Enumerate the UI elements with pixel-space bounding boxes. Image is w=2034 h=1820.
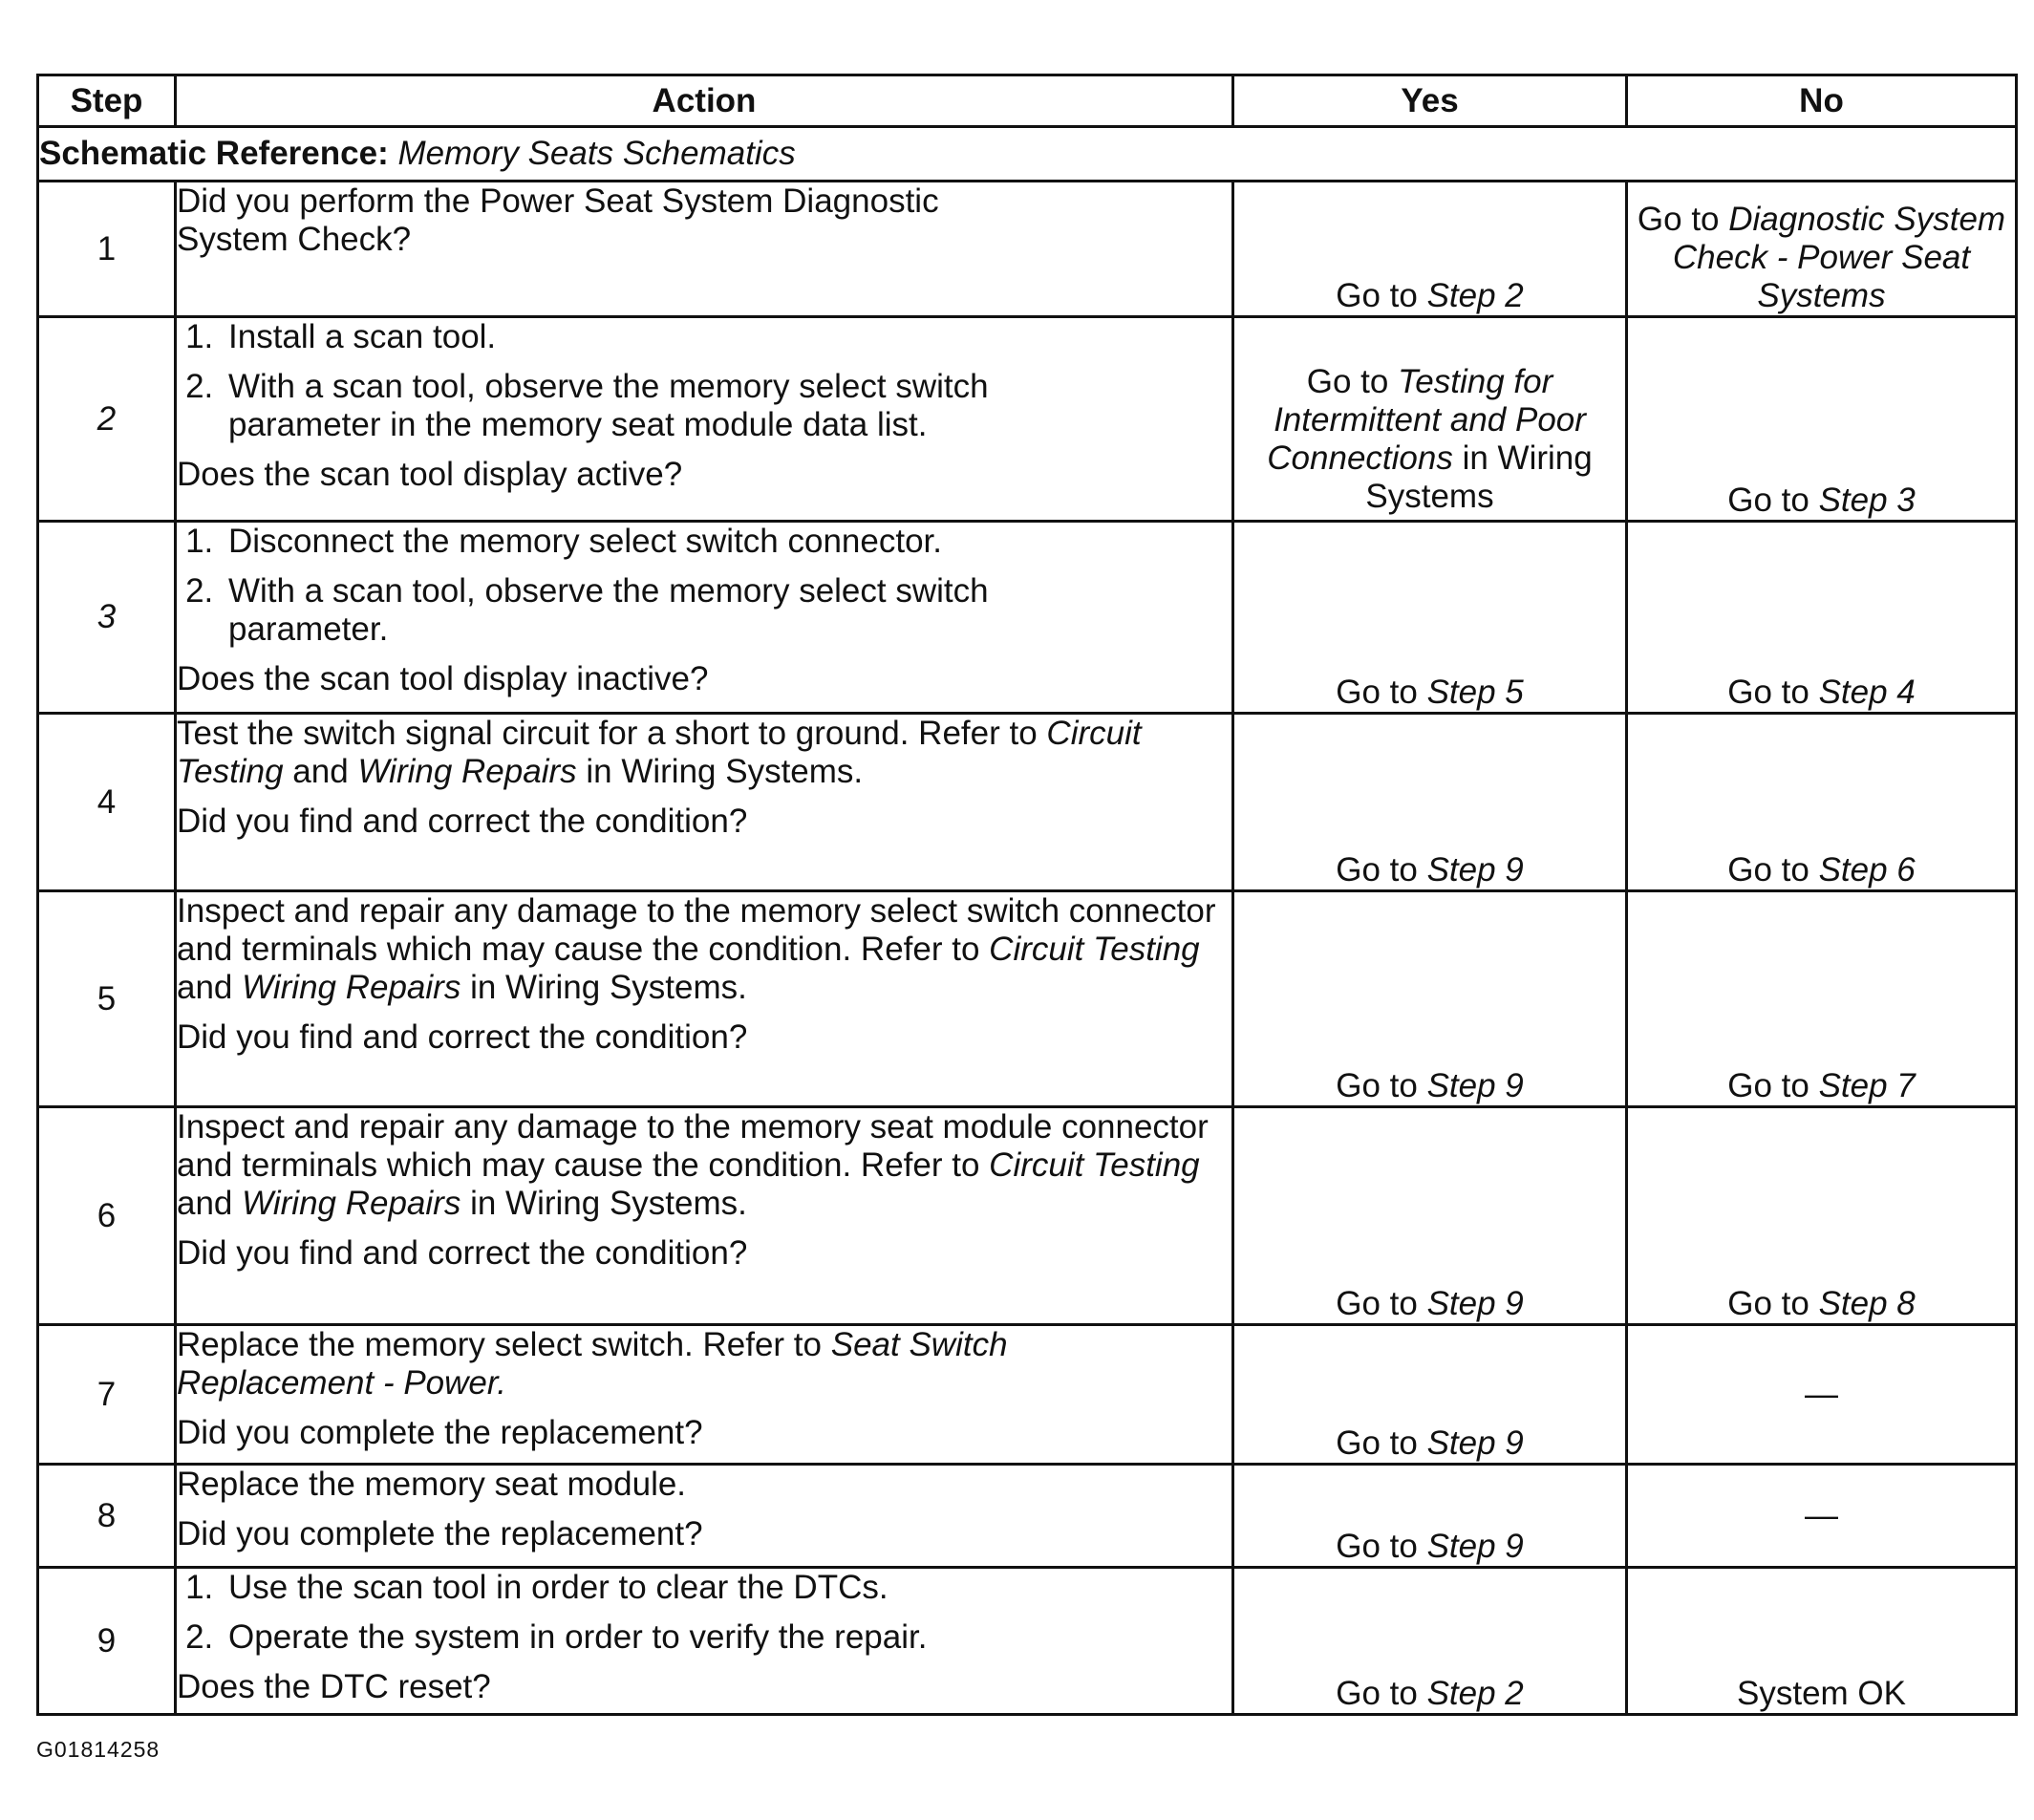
action-step-item: 1. Disconnect the memory select switch connector. <box>223 523 1231 561</box>
yes-cell <box>1233 1325 1627 1465</box>
action-steps <box>177 318 1231 444</box>
action-text-part: Inspect and repair any damage to the memory select switch connector and terminals which may cause the condition. Refer to <box>177 892 1216 968</box>
action-cell <box>176 317 1233 522</box>
action-step-item: 2. Operate the system in order to verify the repair. <box>223 1618 1231 1657</box>
yes-cell <box>1233 1107 1627 1325</box>
action-steps <box>177 523 1231 649</box>
yes-prefix: Go to <box>1336 1528 1418 1565</box>
schematic-link[interactable]: Memory Seats Schematics <box>397 135 796 172</box>
action-cell <box>176 182 1233 317</box>
action-step-item: 1. Install a scan tool. <box>223 318 1231 356</box>
yes-cell <box>1233 1465 1627 1568</box>
yes-link[interactable]: Step 9 <box>1426 1528 1524 1565</box>
step-number: 4 <box>38 714 176 891</box>
no-cell <box>1627 317 2017 522</box>
no-cell <box>1627 1107 2017 1325</box>
schematic-row <box>38 127 2017 182</box>
no-cell <box>1627 891 2017 1107</box>
table-row <box>38 1107 2017 1325</box>
action-cell <box>176 522 1233 714</box>
step-number: 5 <box>38 891 176 1107</box>
step-number: 9 <box>38 1568 176 1715</box>
action-text-part: Replace the memory select switch. Refer to <box>177 1326 822 1363</box>
action-text: Replace the memory seat module. <box>177 1466 687 1503</box>
header-no: No <box>1627 75 2017 127</box>
diagnostic-table <box>36 74 2018 1716</box>
no-cell <box>1627 182 2017 317</box>
yes-link[interactable]: Step 5 <box>1426 674 1524 711</box>
action-text <box>177 715 1231 791</box>
schematic-reference <box>38 127 2017 182</box>
action-question: Did you find and correct the condition? <box>177 803 748 840</box>
yes-cell <box>1233 522 1627 714</box>
no-prefix: Go to <box>1727 1285 1809 1322</box>
yes-link[interactable]: Step 9 <box>1426 851 1524 889</box>
no-prefix: Go to <box>1727 674 1809 711</box>
yes-prefix: Go to <box>1336 1067 1418 1104</box>
table-row <box>38 714 2017 891</box>
schematic-label: Schematic Reference: <box>39 135 389 172</box>
action-cell <box>176 1325 1233 1465</box>
no-link[interactable]: Step 8 <box>1818 1285 1916 1322</box>
action-question: Did you complete the replacement? <box>177 1414 703 1451</box>
action-cell <box>176 1568 1233 1715</box>
yes-cell <box>1233 714 1627 891</box>
step-number: 6 <box>38 1107 176 1325</box>
step-number: 2 <box>38 317 176 522</box>
circuit-testing-link[interactable]: Circuit Testing <box>177 715 1142 790</box>
wiring-repairs-link[interactable]: Wiring Repairs <box>357 753 577 790</box>
yes-prefix: Go to <box>1336 1675 1418 1712</box>
table-row <box>38 891 2017 1107</box>
yes-cell <box>1233 1568 1627 1715</box>
yes-prefix: Go to <box>1306 363 1389 400</box>
step-number: 3 <box>38 522 176 714</box>
wiring-repairs-link[interactable]: Wiring Repairs <box>242 969 461 1006</box>
action-cell <box>176 714 1233 891</box>
action-text-part: Inspect and repair any damage to the memory seat module connector and terminals which may cause the condition. Refer to <box>177 1108 1209 1184</box>
action-cell <box>176 1107 1233 1325</box>
yes-prefix: Go to <box>1336 851 1418 889</box>
no-link[interactable]: Step 7 <box>1818 1067 1916 1104</box>
header-step: Step <box>38 75 176 127</box>
no-link[interactable]: Diagnostic System Check - Power Seat Systems <box>1672 201 2006 314</box>
action-question: Does the scan tool display inactive? <box>177 660 709 697</box>
step-number: 8 <box>38 1465 176 1568</box>
no-cell: System OK <box>1627 1568 2017 1715</box>
no-cell <box>1627 714 2017 891</box>
wiring-repairs-link[interactable]: Wiring Repairs <box>242 1185 461 1222</box>
yes-prefix: Go to <box>1336 277 1418 314</box>
yes-cell <box>1233 317 1627 522</box>
yes-link[interactable]: Testing for Intermittent and Poor Connections <box>1267 363 1586 477</box>
action-steps <box>177 1569 1231 1657</box>
action-text-part: in Wiring Systems. <box>470 969 747 1006</box>
yes-prefix: Go to <box>1336 1424 1418 1462</box>
no-cell <box>1627 522 2017 714</box>
no-prefix: Go to <box>1727 482 1809 519</box>
yes-link[interactable]: Step 9 <box>1426 1067 1524 1104</box>
action-text: Did you perform the Power Seat System Diagnostic System Check? <box>177 182 939 258</box>
yes-link[interactable]: Step 9 <box>1426 1424 1524 1462</box>
action-text <box>177 892 1231 1007</box>
table-row <box>38 1568 2017 1715</box>
no-prefix: Go to <box>1727 851 1809 889</box>
yes-link[interactable]: Step 9 <box>1426 1285 1524 1322</box>
yes-cell <box>1233 891 1627 1107</box>
action-question: Did you find and correct the condition? <box>177 1234 748 1272</box>
yes-suffix: in Wiring Systems <box>1365 439 1593 515</box>
action-text-part: and <box>177 1185 233 1222</box>
yes-prefix: Go to <box>1336 1285 1418 1322</box>
action-text-part: in Wiring Systems. <box>470 1185 747 1222</box>
header-yes: Yes <box>1233 75 1627 127</box>
no-cell: — <box>1627 1465 2017 1568</box>
action-text-part: and <box>177 969 233 1006</box>
header-action: Action <box>176 75 1233 127</box>
action-cell <box>176 1465 1233 1568</box>
seat-switch-replacement-link[interactable]: Seat Switch Replacement - Power. <box>177 1326 1008 1402</box>
step-number: 1 <box>38 182 176 317</box>
table-row <box>38 1465 2017 1568</box>
no-prefix: Go to <box>1637 201 1720 238</box>
table-row <box>38 182 2017 317</box>
yes-cell <box>1233 182 1627 317</box>
action-text <box>177 1108 1231 1223</box>
yes-prefix: Go to <box>1336 674 1418 711</box>
action-step-item: 1. Use the scan tool in order to clear the DTCs. <box>223 1569 1231 1607</box>
action-question: Does the scan tool display active? <box>177 456 683 493</box>
figure-code: G01814258 <box>36 1737 161 1762</box>
action-text-part: and <box>292 753 349 790</box>
action-question: Does the DTC reset? <box>177 1668 491 1705</box>
table-row <box>38 522 2017 714</box>
action-text-part: in Wiring Systems. <box>586 753 864 790</box>
no-link[interactable]: Step 3 <box>1818 482 1916 519</box>
action-question: Did you find and correct the condition? <box>177 1018 748 1056</box>
table-row <box>38 1325 2017 1465</box>
no-link[interactable]: Step 4 <box>1818 674 1916 711</box>
no-cell: — <box>1627 1325 2017 1465</box>
action-step-item: 2. With a scan tool, observe the memory select switch parameter. <box>223 572 1231 649</box>
yes-link[interactable]: Step 2 <box>1426 277 1524 314</box>
action-text-part: Test the switch signal circuit for a short to ground. Refer to <box>177 715 1038 752</box>
action-text <box>177 1326 1231 1402</box>
action-question: Did you complete the replacement? <box>177 1515 703 1552</box>
no-prefix: Go to <box>1727 1067 1809 1104</box>
header-row <box>38 75 2017 127</box>
step-number: 7 <box>38 1325 176 1465</box>
no-link[interactable]: Step 6 <box>1818 851 1916 889</box>
yes-link[interactable]: Step 2 <box>1426 1675 1524 1712</box>
circuit-testing-link[interactable]: Circuit Testing <box>989 931 1200 968</box>
action-cell <box>176 891 1233 1107</box>
action-step-item: 2. With a scan tool, observe the memory select switch parameter in the memory seat module data list. <box>223 368 1231 444</box>
circuit-testing-link[interactable]: Circuit Testing <box>989 1146 1200 1184</box>
table-row <box>38 317 2017 522</box>
